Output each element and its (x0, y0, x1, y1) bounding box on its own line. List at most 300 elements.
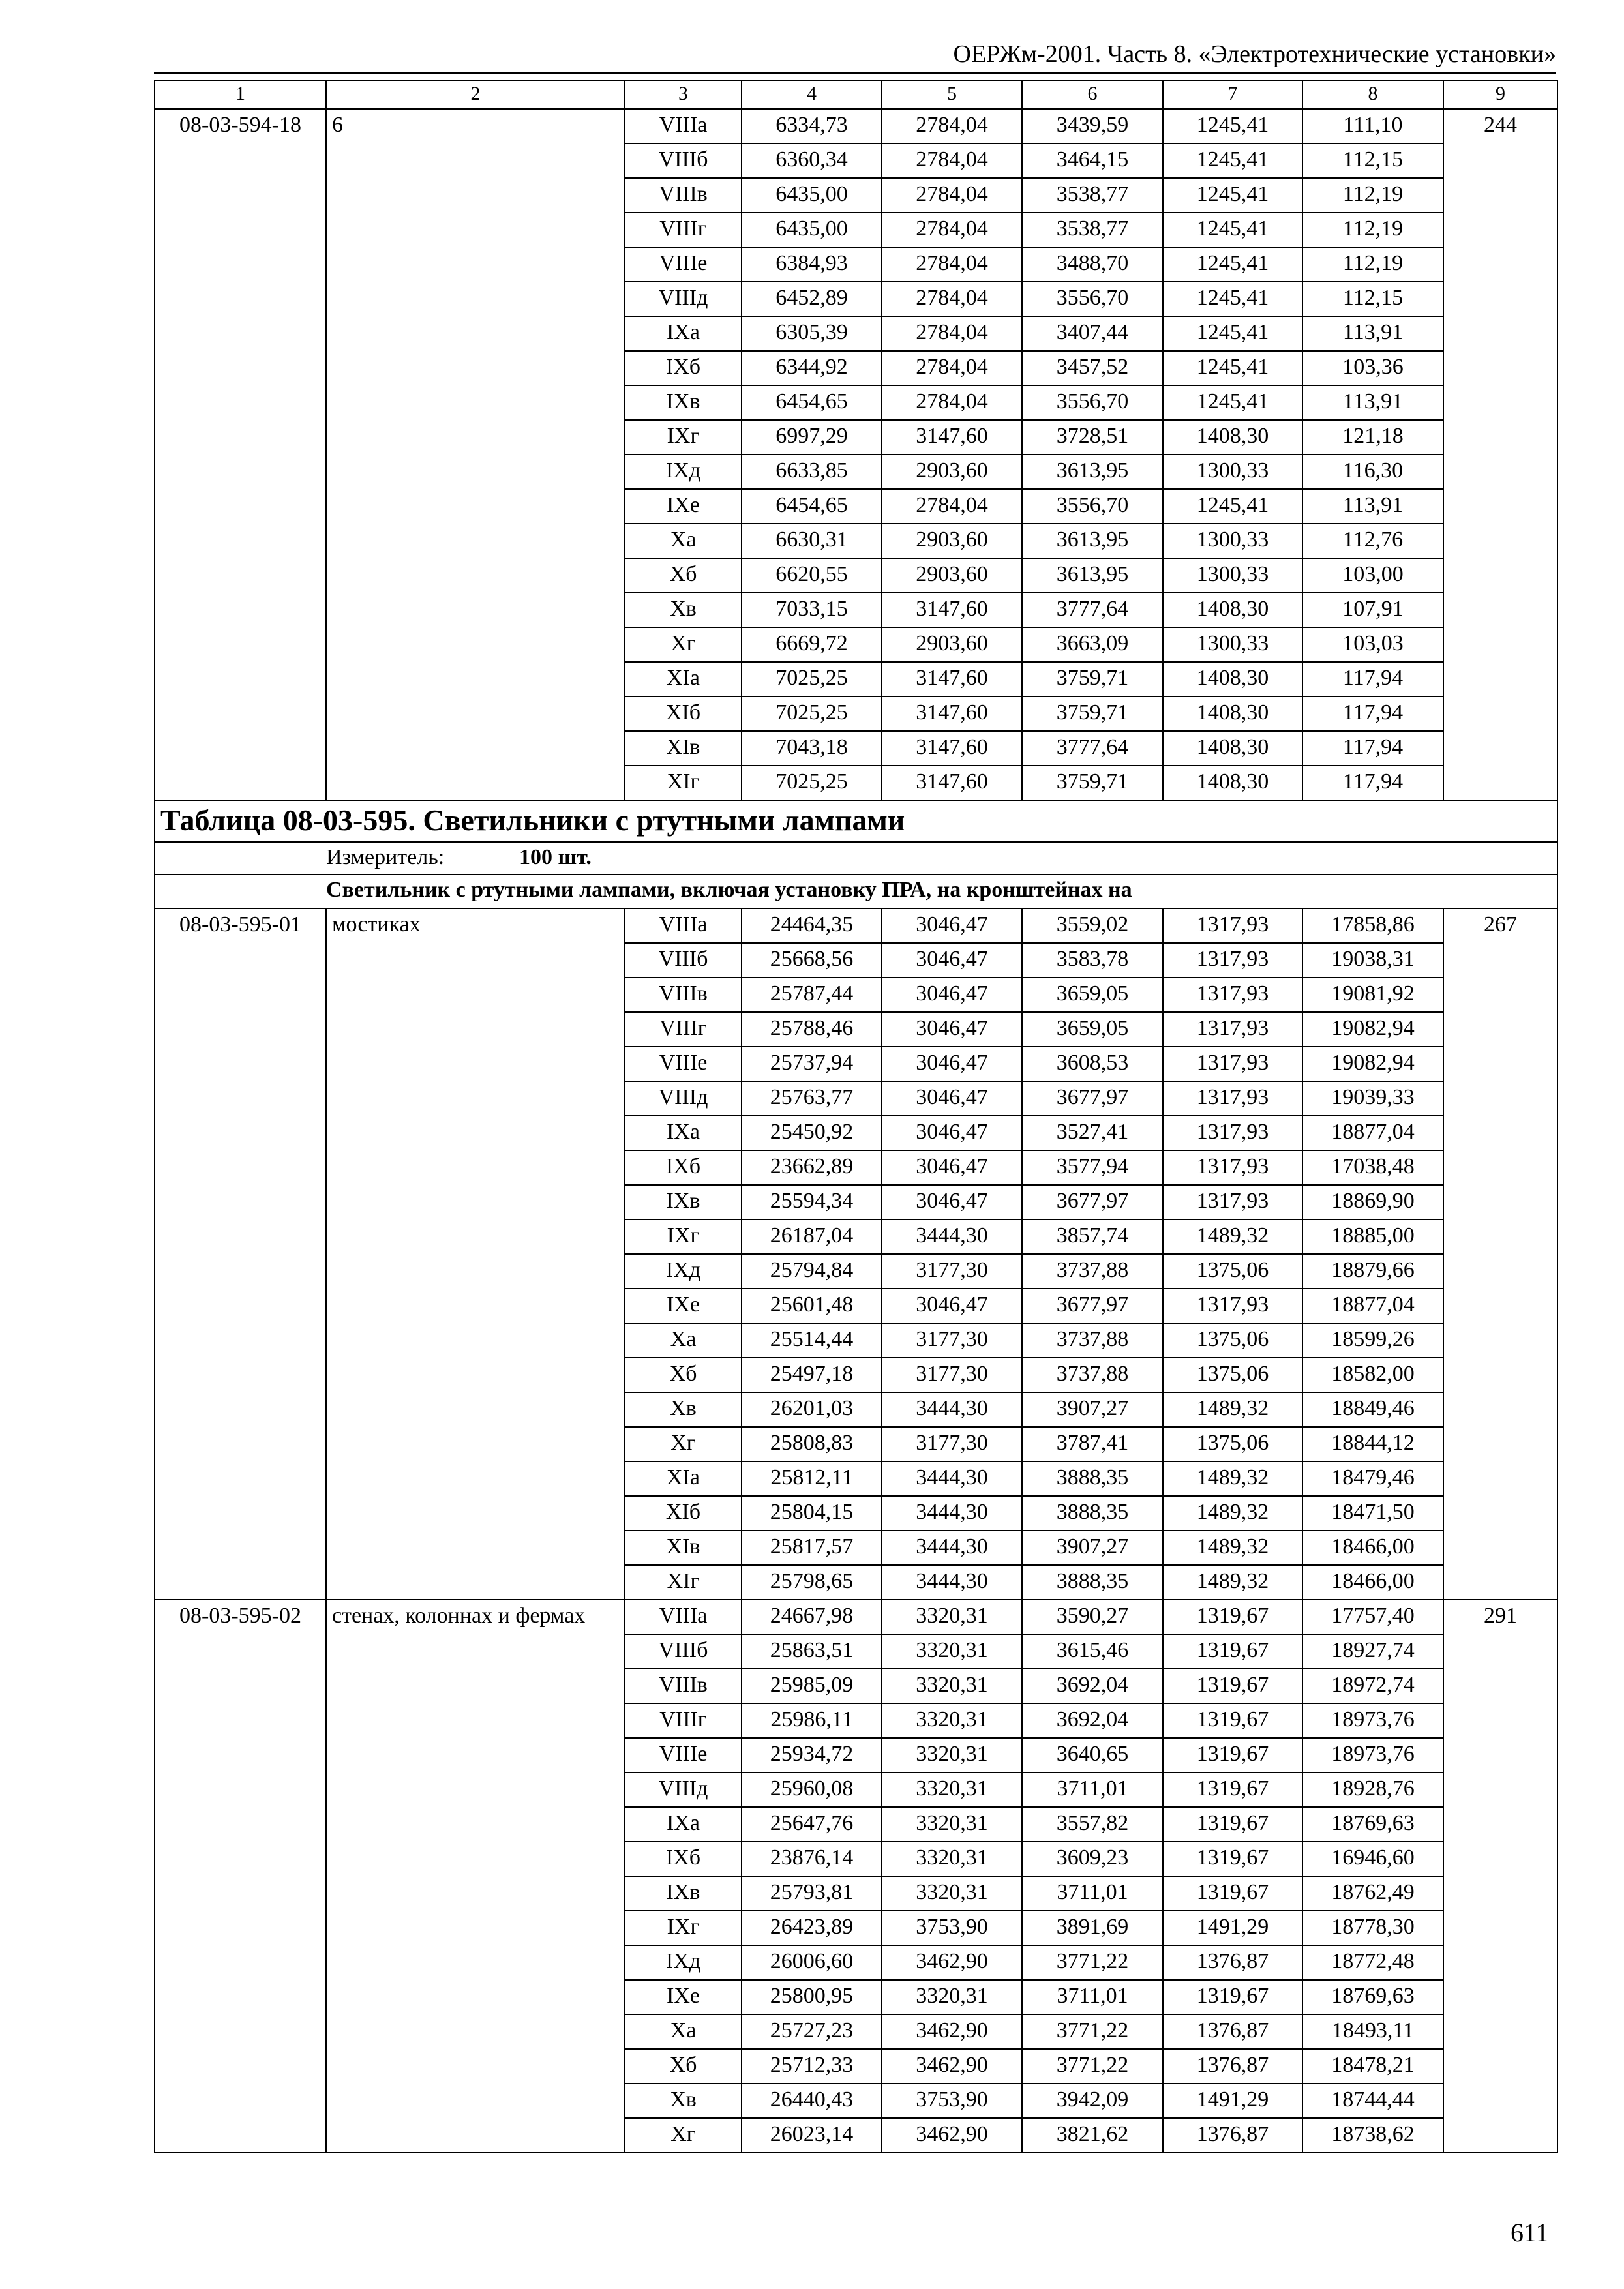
zone-cell: XIб (625, 1496, 742, 1531)
zone-cell: XIг (625, 766, 742, 800)
value-cell: 18879,66 (1302, 1254, 1443, 1289)
value-cell: 16946,60 (1302, 1842, 1443, 1876)
value-cell: 3771,22 (1022, 1945, 1163, 1980)
value-cell: 6360,34 (742, 143, 882, 178)
value-cell: 18762,49 (1302, 1876, 1443, 1911)
table-row (155, 109, 1557, 143)
zone-cell: VIIIд (625, 282, 742, 316)
value-cell: 25812,11 (742, 1461, 882, 1496)
value-cell: 1300,33 (1163, 455, 1302, 489)
value-cell: 3320,31 (882, 1738, 1022, 1773)
value-cell: 117,94 (1302, 731, 1443, 766)
value-cell: 17757,40 (1302, 1600, 1443, 1634)
value-cell: 1245,41 (1163, 282, 1302, 316)
value-cell: 3046,47 (882, 1289, 1022, 1323)
value-cell: 3320,31 (882, 1634, 1022, 1669)
item-name: стенах, колоннах и фермах (326, 1600, 625, 2153)
value-cell: 1489,32 (1163, 1496, 1302, 1531)
value-cell: 24464,35 (742, 908, 882, 943)
value-cell: 3046,47 (882, 1185, 1022, 1219)
value-cell: 6454,65 (742, 385, 882, 420)
value-cell: 3464,15 (1022, 143, 1163, 178)
value-cell: 1317,93 (1163, 1012, 1302, 1047)
value-cell: 1300,33 (1163, 627, 1302, 662)
value-cell: 1376,87 (1163, 2118, 1302, 2153)
value-cell: 103,03 (1302, 627, 1443, 662)
value-cell: 2903,60 (882, 524, 1022, 558)
header-title: ОЕРЖм-2001. Часть 8. «Электротехнические установки» (953, 40, 1556, 68)
value-cell: 19082,94 (1302, 1047, 1443, 1081)
value-cell: 25647,76 (742, 1807, 882, 1842)
zone-cell: VIIIа (625, 908, 742, 943)
value-cell: 2784,04 (882, 213, 1022, 247)
value-cell: 1245,41 (1163, 178, 1302, 213)
value-cell: 3759,71 (1022, 662, 1163, 696)
value-cell: 18769,63 (1302, 1807, 1443, 1842)
value-cell: 18582,00 (1302, 1358, 1443, 1392)
value-cell: 1245,41 (1163, 489, 1302, 524)
value-cell: 3046,47 (882, 943, 1022, 978)
value-cell: 6669,72 (742, 627, 882, 662)
zone-cell: VIIIв (625, 978, 742, 1012)
value-cell: 1245,41 (1163, 213, 1302, 247)
value-cell: 107,91 (1302, 593, 1443, 627)
value-cell: 25737,94 (742, 1047, 882, 1081)
zone-cell: VIIIб (625, 143, 742, 178)
value-cell: 3692,04 (1022, 1669, 1163, 1703)
value-cell: 3538,77 (1022, 213, 1163, 247)
zone-cell: IXв (625, 1876, 742, 1911)
value-cell: 25960,08 (742, 1773, 882, 1807)
value-cell: 2784,04 (882, 351, 1022, 385)
value-cell: 3891,69 (1022, 1911, 1163, 1945)
value-cell: 3046,47 (882, 1012, 1022, 1047)
value-cell: 1245,41 (1163, 109, 1302, 143)
value-cell: 3444,30 (882, 1461, 1022, 1496)
value-cell: 18844,12 (1302, 1427, 1443, 1461)
value-cell: 25800,95 (742, 1980, 882, 2014)
zone-cell: Xв (625, 593, 742, 627)
column-number: 1 (155, 80, 326, 109)
value-cell: 25788,46 (742, 1012, 882, 1047)
value-cell: 7025,25 (742, 766, 882, 800)
value-cell: 1489,32 (1163, 1392, 1302, 1427)
zone-cell: Xг (625, 2118, 742, 2153)
value-cell: 3559,02 (1022, 908, 1163, 943)
value-cell: 1245,41 (1163, 143, 1302, 178)
value-cell: 3462,90 (882, 2014, 1022, 2049)
value-cell: 3320,31 (882, 1773, 1022, 1807)
value-cell: 3320,31 (882, 1980, 1022, 2014)
value-cell: 1376,87 (1163, 2014, 1302, 2049)
zone-cell: IXв (625, 385, 742, 420)
value-cell: 1319,67 (1163, 1842, 1302, 1876)
zone-cell: Xв (625, 1392, 742, 1427)
value-cell: 26423,89 (742, 1911, 882, 1945)
zone-cell: XIв (625, 731, 742, 766)
value-cell: 25763,77 (742, 1081, 882, 1116)
price-table (154, 80, 1558, 2153)
value-cell: 6435,00 (742, 213, 882, 247)
value-cell: 23876,14 (742, 1842, 882, 1876)
value-cell: 3857,74 (1022, 1219, 1163, 1254)
meter-value: 100 шт. (519, 845, 592, 869)
value-cell: 3147,60 (882, 420, 1022, 455)
zone-cell: IXв (625, 1185, 742, 1219)
value-cell: 116,30 (1302, 455, 1443, 489)
value-cell: 26440,43 (742, 2084, 882, 2118)
value-cell: 18849,46 (1302, 1392, 1443, 1427)
page-number: 611 (1511, 2218, 1549, 2247)
zone-cell: XIа (625, 1461, 742, 1496)
value-cell: 3444,30 (882, 1219, 1022, 1254)
value-cell: 3711,01 (1022, 1876, 1163, 1911)
value-cell: 1317,93 (1163, 1150, 1302, 1185)
value-cell: 18744,44 (1302, 2084, 1443, 2118)
value-cell: 3046,47 (882, 978, 1022, 1012)
value-cell: 25798,65 (742, 1565, 882, 1600)
value-cell: 7025,25 (742, 696, 882, 731)
value-cell: 18466,00 (1302, 1565, 1443, 1600)
value-cell: 1491,29 (1163, 2084, 1302, 2118)
value-cell: 3557,82 (1022, 1807, 1163, 1842)
value-cell: 112,19 (1302, 178, 1443, 213)
value-cell: 3777,64 (1022, 593, 1163, 627)
value-cell: 18493,11 (1302, 2014, 1443, 2049)
value-cell: 1319,67 (1163, 1980, 1302, 2014)
zone-cell: VIIIе (625, 1738, 742, 1773)
value-cell: 3177,30 (882, 1323, 1022, 1358)
zone-cell: IXб (625, 351, 742, 385)
value-cell: 3147,60 (882, 593, 1022, 627)
value-cell: 3177,30 (882, 1358, 1022, 1392)
value-cell: 112,15 (1302, 282, 1443, 316)
value-cell: 18769,63 (1302, 1980, 1443, 2014)
zone-cell: IXд (625, 1254, 742, 1289)
value-cell: 121,18 (1302, 420, 1443, 455)
value-cell: 3737,88 (1022, 1358, 1163, 1392)
value-cell: 2784,04 (882, 247, 1022, 282)
value-cell: 18479,46 (1302, 1461, 1443, 1496)
value-cell: 3147,60 (882, 696, 1022, 731)
value-cell: 3556,70 (1022, 282, 1163, 316)
value-cell: 3527,41 (1022, 1116, 1163, 1150)
value-cell: 1319,67 (1163, 1773, 1302, 1807)
value-cell: 3046,47 (882, 1116, 1022, 1150)
value-cell: 25497,18 (742, 1358, 882, 1392)
value-cell: 1319,67 (1163, 1669, 1302, 1703)
value-cell: 3444,30 (882, 1392, 1022, 1427)
value-cell: 18471,50 (1302, 1496, 1443, 1531)
zone-cell: IXе (625, 489, 742, 524)
zone-cell: XIб (625, 696, 742, 731)
value-cell: 25794,84 (742, 1254, 882, 1289)
value-cell: 3659,05 (1022, 1012, 1163, 1047)
value-cell: 1319,67 (1163, 1807, 1302, 1842)
value-cell: 2784,04 (882, 109, 1022, 143)
value-cell: 3556,70 (1022, 489, 1163, 524)
zone-cell: IXд (625, 455, 742, 489)
value-cell: 3659,05 (1022, 978, 1163, 1012)
item-code: 08-03-594-18 (155, 109, 326, 800)
value-cell: 18877,04 (1302, 1116, 1443, 1150)
zone-cell: Xг (625, 627, 742, 662)
zone-cell: Xг (625, 1427, 742, 1461)
value-cell: 1319,67 (1163, 1738, 1302, 1773)
value-cell: 1317,93 (1163, 1289, 1302, 1323)
col9-value: 291 (1443, 1600, 1557, 2153)
item-code: 08-03-595-02 (155, 1600, 326, 2153)
value-cell: 3663,09 (1022, 627, 1163, 662)
value-cell: 3046,47 (882, 1047, 1022, 1081)
value-cell: 26187,04 (742, 1219, 882, 1254)
zone-cell: Xа (625, 524, 742, 558)
column-number: 6 (1022, 80, 1163, 109)
value-cell: 3692,04 (1022, 1703, 1163, 1738)
value-cell: 3462,90 (882, 2118, 1022, 2153)
item-name: 6 (326, 109, 625, 800)
value-cell: 3759,71 (1022, 766, 1163, 800)
value-cell: 25594,34 (742, 1185, 882, 1219)
value-cell: 6452,89 (742, 282, 882, 316)
value-cell: 2903,60 (882, 558, 1022, 593)
value-cell: 3615,46 (1022, 1634, 1163, 1669)
value-cell: 6334,73 (742, 109, 882, 143)
value-cell: 3177,30 (882, 1427, 1022, 1461)
value-cell: 25863,51 (742, 1634, 882, 1669)
value-cell: 112,15 (1302, 143, 1443, 178)
value-cell: 3444,30 (882, 1496, 1022, 1531)
zone-cell: Xа (625, 1323, 742, 1358)
value-cell: 1489,32 (1163, 1461, 1302, 1496)
value-cell: 113,91 (1302, 316, 1443, 351)
column-number: 9 (1443, 80, 1557, 109)
value-cell: 103,00 (1302, 558, 1443, 593)
value-cell: 6435,00 (742, 178, 882, 213)
value-cell: 19081,92 (1302, 978, 1443, 1012)
zone-cell: VIIIв (625, 1669, 742, 1703)
table-title-row (155, 800, 1557, 842)
zone-cell: Xа (625, 2014, 742, 2049)
column-number: 3 (625, 80, 742, 109)
value-cell: 117,94 (1302, 662, 1443, 696)
value-cell: 3888,35 (1022, 1565, 1163, 1600)
zone-cell: VIIIа (625, 109, 742, 143)
subheader: Светильник с ртутными лампами, включая установку ПРА, на кронштейнах на (155, 875, 1557, 908)
zone-cell: IXа (625, 1807, 742, 1842)
zone-cell: IXе (625, 1980, 742, 2014)
value-cell: 3444,30 (882, 1531, 1022, 1565)
value-cell: 18928,76 (1302, 1773, 1443, 1807)
value-cell: 1408,30 (1163, 420, 1302, 455)
value-cell: 7043,18 (742, 731, 882, 766)
value-cell: 1317,93 (1163, 1116, 1302, 1150)
value-cell: 25985,09 (742, 1669, 882, 1703)
value-cell: 1489,32 (1163, 1565, 1302, 1600)
value-cell: 117,94 (1302, 766, 1443, 800)
zone-cell: VIIIб (625, 943, 742, 978)
value-cell: 1408,30 (1163, 662, 1302, 696)
value-cell: 18973,76 (1302, 1738, 1443, 1773)
value-cell: 112,76 (1302, 524, 1443, 558)
value-cell: 1317,93 (1163, 908, 1302, 943)
value-cell: 2784,04 (882, 385, 1022, 420)
table-title: Таблица 08-03-595. Светильники с ртутными лампами (155, 800, 1557, 842)
value-cell: 1408,30 (1163, 766, 1302, 800)
zone-cell: VIIIв (625, 178, 742, 213)
value-cell: 25934,72 (742, 1738, 882, 1773)
value-cell: 3737,88 (1022, 1323, 1163, 1358)
col9-value: 244 (1443, 109, 1557, 800)
value-cell: 25793,81 (742, 1876, 882, 1911)
value-cell: 3444,30 (882, 1565, 1022, 1600)
meter-cell (155, 842, 1557, 875)
value-cell: 3147,60 (882, 731, 1022, 766)
value-cell: 1319,67 (1163, 1600, 1302, 1634)
value-cell: 3320,31 (882, 1876, 1022, 1911)
subheader-row (155, 875, 1557, 908)
value-cell: 23662,89 (742, 1150, 882, 1185)
value-cell: 3407,44 (1022, 316, 1163, 351)
value-cell: 1408,30 (1163, 731, 1302, 766)
value-cell: 25712,33 (742, 2049, 882, 2084)
value-cell: 18599,26 (1302, 1323, 1443, 1358)
value-cell: 25808,83 (742, 1427, 882, 1461)
zone-cell: VIIIг (625, 1012, 742, 1047)
zone-cell: IXд (625, 1945, 742, 1980)
value-cell: 103,36 (1302, 351, 1443, 385)
value-cell: 2784,04 (882, 143, 1022, 178)
value-cell: 2784,04 (882, 178, 1022, 213)
value-cell: 26023,14 (742, 2118, 882, 2153)
zone-cell: XIа (625, 662, 742, 696)
column-number: 4 (742, 80, 882, 109)
value-cell: 1317,93 (1163, 1185, 1302, 1219)
value-cell: 25787,44 (742, 978, 882, 1012)
value-cell: 2784,04 (882, 282, 1022, 316)
value-cell: 2784,04 (882, 316, 1022, 351)
value-cell: 2903,60 (882, 627, 1022, 662)
value-cell: 3677,97 (1022, 1081, 1163, 1116)
zone-cell: IXб (625, 1842, 742, 1876)
value-cell: 3046,47 (882, 1150, 1022, 1185)
value-cell: 3462,90 (882, 1945, 1022, 1980)
value-cell: 1317,93 (1163, 1081, 1302, 1116)
value-cell: 1408,30 (1163, 696, 1302, 731)
column-number: 5 (882, 80, 1022, 109)
value-cell: 6630,31 (742, 524, 882, 558)
value-cell: 6620,55 (742, 558, 882, 593)
value-cell: 26006,60 (742, 1945, 882, 1980)
value-cell: 3046,47 (882, 908, 1022, 943)
value-cell: 1245,41 (1163, 247, 1302, 282)
value-cell: 3046,47 (882, 1081, 1022, 1116)
value-cell: 3907,27 (1022, 1392, 1163, 1427)
page-header (154, 38, 1556, 77)
value-cell: 1375,06 (1163, 1254, 1302, 1289)
value-cell: 3753,90 (882, 2084, 1022, 2118)
value-cell: 1317,93 (1163, 943, 1302, 978)
value-cell: 3640,65 (1022, 1738, 1163, 1773)
zone-cell: Xв (625, 2084, 742, 2118)
value-cell: 7025,25 (742, 662, 882, 696)
zone-cell: IXе (625, 1289, 742, 1323)
value-cell: 3787,41 (1022, 1427, 1163, 1461)
value-cell: 3488,70 (1022, 247, 1163, 282)
zone-cell: VIIIг (625, 1703, 742, 1738)
value-cell: 6344,92 (742, 351, 882, 385)
zone-cell: VIIIе (625, 1047, 742, 1081)
value-cell: 3320,31 (882, 1600, 1022, 1634)
value-cell: 18972,74 (1302, 1669, 1443, 1703)
value-cell: 18466,00 (1302, 1531, 1443, 1565)
value-cell: 1491,29 (1163, 1911, 1302, 1945)
item-name: мостиках (326, 908, 625, 1600)
value-cell: 3821,62 (1022, 2118, 1163, 2153)
zone-cell: IXг (625, 1219, 742, 1254)
value-cell: 17038,48 (1302, 1150, 1443, 1185)
value-cell: 3320,31 (882, 1669, 1022, 1703)
value-cell: 25727,23 (742, 2014, 882, 2049)
value-cell: 25450,92 (742, 1116, 882, 1150)
value-cell: 18738,62 (1302, 2118, 1443, 2153)
value-cell: 3609,23 (1022, 1842, 1163, 1876)
value-cell: 7033,15 (742, 593, 882, 627)
zone-cell: VIIIа (625, 1600, 742, 1634)
value-cell: 3177,30 (882, 1254, 1022, 1289)
value-cell: 1245,41 (1163, 385, 1302, 420)
value-cell: 3759,71 (1022, 696, 1163, 731)
value-cell: 3728,51 (1022, 420, 1163, 455)
value-cell: 112,19 (1302, 213, 1443, 247)
table-row (155, 908, 1557, 943)
value-cell: 17858,86 (1302, 908, 1443, 943)
value-cell: 6305,39 (742, 316, 882, 351)
zone-cell: VIIIд (625, 1081, 742, 1116)
value-cell: 24667,98 (742, 1600, 882, 1634)
value-cell: 3677,97 (1022, 1289, 1163, 1323)
value-cell: 113,91 (1302, 489, 1443, 524)
value-cell: 1317,93 (1163, 1047, 1302, 1081)
value-cell: 3462,90 (882, 2049, 1022, 2084)
value-cell: 3771,22 (1022, 2014, 1163, 2049)
value-cell: 113,91 (1302, 385, 1443, 420)
value-cell: 2784,04 (882, 489, 1022, 524)
value-cell: 117,94 (1302, 696, 1443, 731)
column-number: 2 (326, 80, 625, 109)
zone-cell: IXб (625, 1150, 742, 1185)
column-number: 7 (1163, 80, 1302, 109)
value-cell: 111,10 (1302, 109, 1443, 143)
value-cell: 1375,06 (1163, 1358, 1302, 1392)
value-cell: 2903,60 (882, 455, 1022, 489)
value-cell: 1319,67 (1163, 1634, 1302, 1669)
value-cell: 1300,33 (1163, 558, 1302, 593)
value-cell: 6633,85 (742, 455, 882, 489)
meter-label: Измеритель: (326, 845, 445, 869)
value-cell: 3556,70 (1022, 385, 1163, 420)
value-cell: 6997,29 (742, 420, 882, 455)
value-cell: 19039,33 (1302, 1081, 1443, 1116)
value-cell: 3320,31 (882, 1842, 1022, 1876)
value-cell: 6384,93 (742, 247, 882, 282)
value-cell: 1319,67 (1163, 1876, 1302, 1911)
value-cell: 3942,09 (1022, 2084, 1163, 2118)
zone-cell: XIг (625, 1565, 742, 1600)
value-cell: 18778,30 (1302, 1911, 1443, 1945)
value-cell: 18772,48 (1302, 1945, 1443, 1980)
value-cell: 3320,31 (882, 1703, 1022, 1738)
